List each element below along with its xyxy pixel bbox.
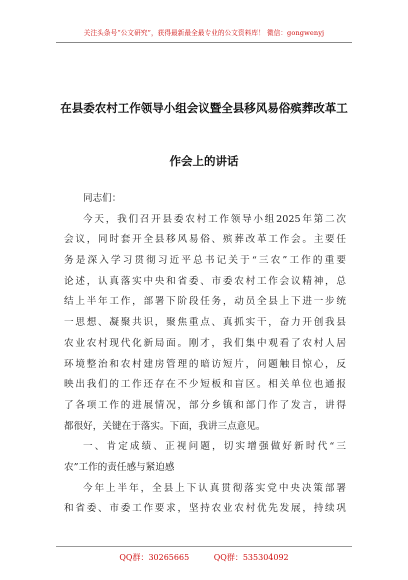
section-heading: 一、肯定成绩、正视问题，切实增强做好新时代“三 (83, 441, 346, 453)
body-line: 会议，同时套开全县移风易俗、殡葬改革工作会。主要任 (64, 234, 346, 246)
body-line: 结上半年工作，部署下阶段任务，动员全县上下进一步统 (64, 296, 346, 308)
header-banner: 关注头条号“公文研究”，获得最新最全最专业的公文资料库！ 微信：gongwenyj (83, 29, 325, 37)
header-divider (56, 42, 352, 43)
body-line: 环境整治和农村建房管理的暗访短片，问题触目惊心，反 (64, 358, 346, 370)
section-heading-continued: 农”工作的责任感与紧迫感 (64, 461, 175, 473)
body-line: 都很好，关键在于落实。下面，我讲三点意见。 (64, 420, 266, 432)
greeting: 同志们： (83, 193, 122, 204)
body-line: 今年上半年，全县上下认真贯彻落实党中央决策部署 (83, 482, 346, 494)
qq-group-2: QQ群：535304092 (213, 553, 289, 562)
body-line: 了各项工作的进展情况，部分乡镇和部门作了发言，讲得 (64, 399, 346, 411)
body-line: 论述，认真落实中央和省委、市委农村工作会议精神，总 (64, 275, 346, 287)
body-line: 和省委、市委工作要求，坚持农业农村优先发展，持续巩 (64, 503, 346, 515)
body-line: 映出我们的工作还存在不少短板和盲区。相关单位也通报 (64, 379, 346, 391)
qq-group-1: QQ群：30265665 (119, 553, 190, 562)
body-line: 农业农村现代化新局面。刚才，我们集中观看了农村人居 (64, 337, 346, 349)
document-body (64, 189, 346, 520)
document-title-continued: 作会上的讲话 (169, 154, 239, 168)
body-line: 务是深入学习贯彻习近平总书记关于“三农”工作的重要 (64, 255, 346, 267)
document-title: 在县委农村工作领导小组会议暨全县移风易俗殡葬改革工 (60, 101, 348, 115)
body-line: 今天，我们召开县委农村工作领导小组2025年第二次 (83, 213, 346, 225)
body-line: 一思想、凝聚共识，聚焦重点、真抓实干，奋力开创我县 (64, 317, 346, 329)
footer-divider (56, 546, 352, 547)
footer (0, 552, 408, 563)
